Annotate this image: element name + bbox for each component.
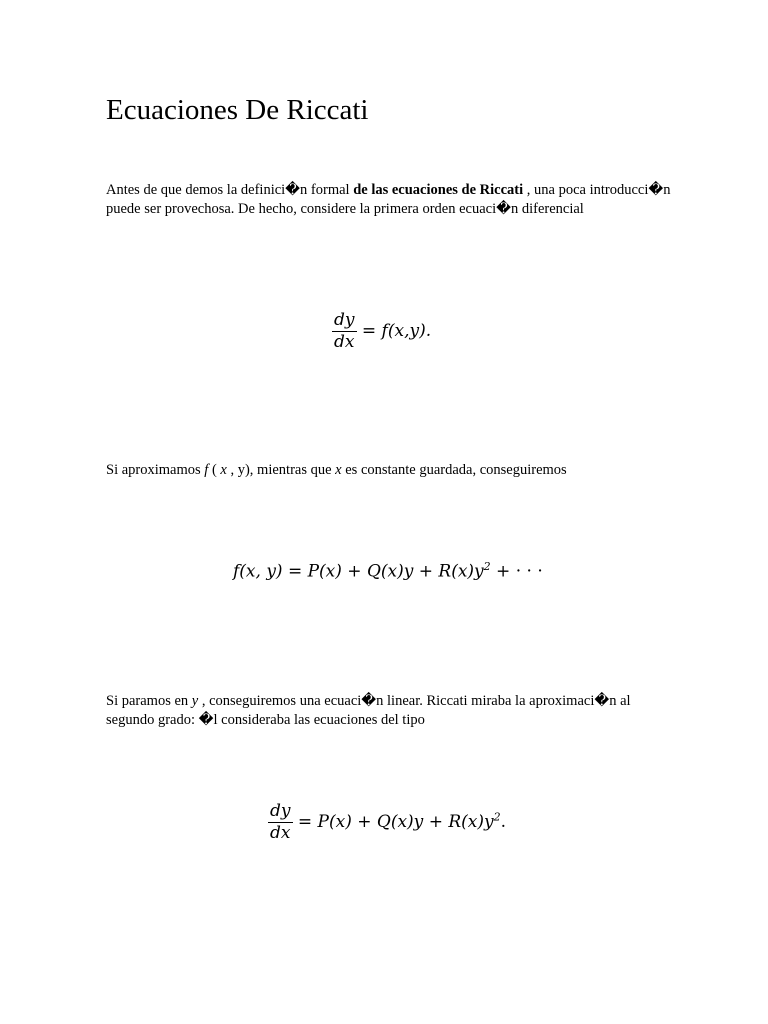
fraction-numerator-2: dy [270, 801, 291, 821]
equation-series-expansion [233, 560, 543, 582]
approximation-paragraph [106, 461, 676, 480]
series-exponent: 2 [483, 560, 491, 573]
document-title: Ecuaciones De Riccati [106, 94, 369, 126]
approx-text-2: ( [208, 462, 221, 478]
fraction-denominator: dx [334, 332, 355, 352]
fraction-numerator: dy [334, 310, 355, 330]
riccati-text-1: Si paramos en [106, 693, 192, 709]
intro-paragraph [106, 181, 676, 219]
approx-var-x-2: x [335, 462, 342, 478]
intro-text-bold: de las ecuaciones de Riccati [353, 182, 524, 198]
riccati-paragraph [106, 692, 676, 730]
series-tail: + · · · [490, 561, 543, 582]
equation-rhs: = f(x,y). [361, 321, 432, 341]
intro-text-start: Antes de que demos la definici�n formal [106, 182, 354, 198]
approx-var-x: x [220, 462, 227, 478]
equation-differential [332, 311, 431, 352]
approx-var-f: f [204, 462, 209, 478]
fraction-dy-dx [332, 311, 357, 352]
riccati-rhs: = P(x) + Q(x)y + R(x)y [297, 812, 494, 832]
riccati-tail: . [500, 812, 507, 832]
approx-text-3: , y), mientras que [226, 462, 336, 478]
riccati-var-y: y [191, 693, 199, 709]
riccati-exponent: 2 [493, 810, 501, 824]
approx-text-4: es constante guardada, conseguiremos [341, 462, 567, 478]
riccati-text-2: , conseguiremos una ecuaci�n linear. Riccati miraba la aproximaci�n al segundo grado: �l consideraba las ecuaciones del tipo [106, 693, 631, 728]
fraction-dy-dx-2 [268, 802, 293, 843]
approx-text-1: Si aproximamos [106, 462, 205, 478]
equation-riccati [268, 802, 506, 843]
intro-text-end: , una poca introducci�n puede ser provechosa. De hecho, considere la primera orden ecuaci�n diferencial [106, 182, 671, 217]
fraction-denominator-2: dx [270, 823, 291, 843]
series-main: f(x, y) = P(x) + Q(x)y + R(x)y [233, 561, 484, 582]
